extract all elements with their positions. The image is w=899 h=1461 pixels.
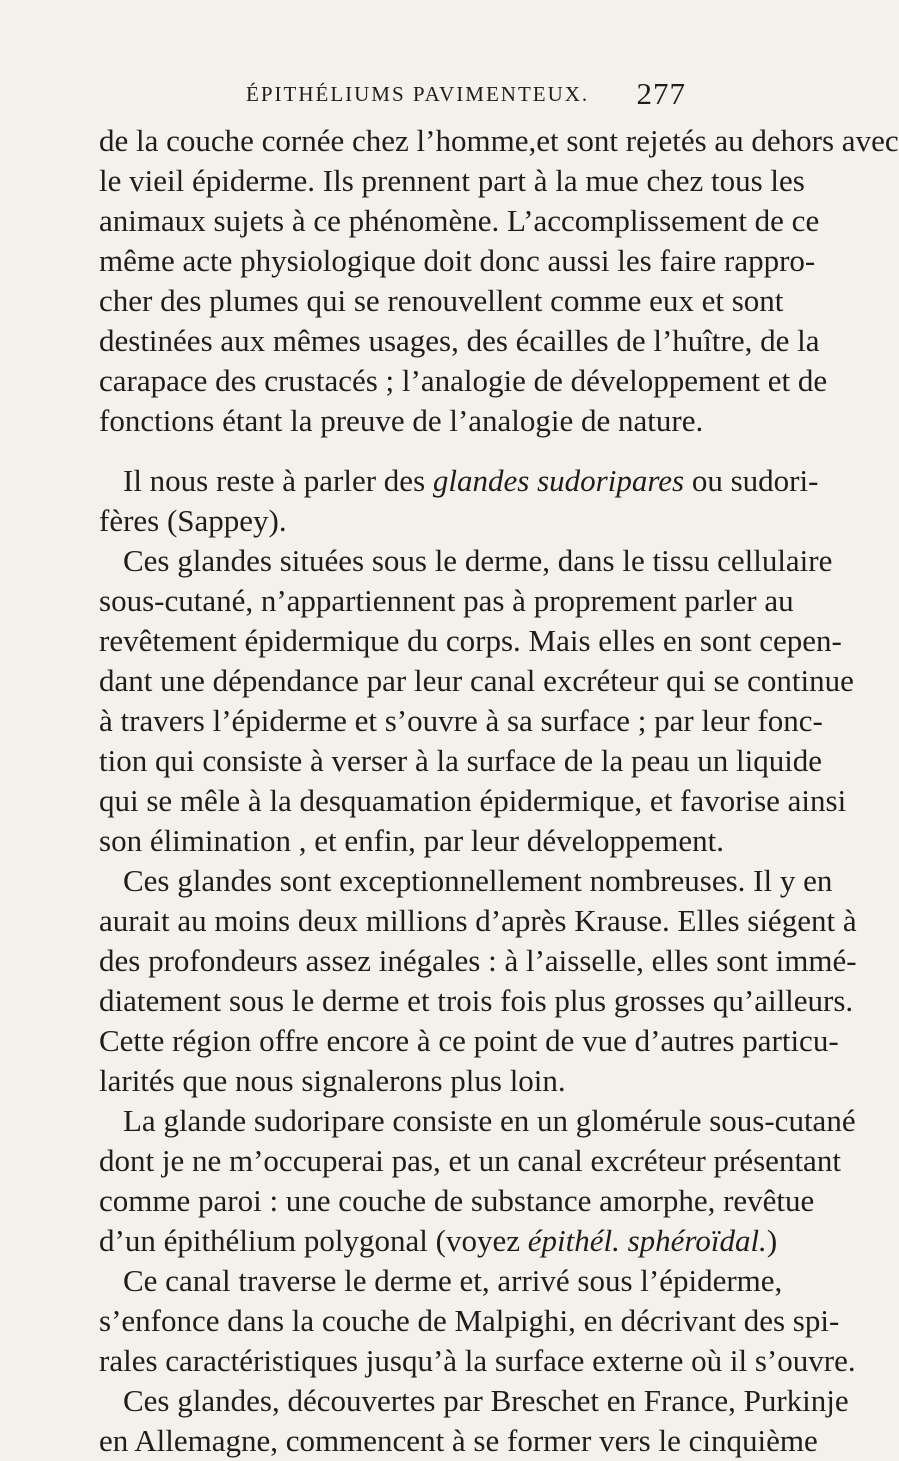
text-line: son élimination , et enfin, par leur développement. xyxy=(99,823,724,858)
text-line: cher des plumes qui se renouvellent comme eux et sont xyxy=(99,283,784,318)
text-line: sous-cutané, n’appartiennent pas à proprement parler au xyxy=(99,583,794,618)
text-line: rales caractéristiques jusqu’à la surface externe où il s’ouvre. xyxy=(99,1343,856,1378)
text-line: comme paroi : une couche de substance amorphe, revêtue xyxy=(99,1183,815,1218)
text-line: même acte physiologique doit donc aussi les faire rappro- xyxy=(99,243,816,278)
text-line: s’enfonce dans la couche de Malpighi, en décrivant des spi- xyxy=(99,1303,840,1338)
text-line: fères (Sappey). xyxy=(99,503,287,538)
text-line: animaux sujets à ce phénomène. L’accomplissement de ce xyxy=(99,203,820,238)
text-line: aurait au moins deux millions d’après Krause. Elles siégent à xyxy=(99,903,857,938)
text-line: fonctions étant la preuve de l’analogie de nature. xyxy=(99,403,704,438)
paragraph-1 xyxy=(99,121,899,441)
text-line: Ce canal traverse le derme et, arrivé sous l’épiderme, xyxy=(123,1263,783,1298)
italic-reference: épithél. sphéroïdal. xyxy=(527,1223,767,1258)
text-line: destinées aux mêmes usages, des écailles de l’huître, de la xyxy=(99,323,820,358)
text-line: tion qui consiste à verser à la surface de la peau un liquide xyxy=(99,743,823,778)
paragraph-6 xyxy=(99,1261,856,1381)
text-run: ) xyxy=(766,1223,778,1258)
text-line: Ces glandes situées sous le derme, dans le tissu cellulaire xyxy=(123,543,833,578)
text-line: de la couche cornée chez l’homme,et sont rejetés au dehors avec xyxy=(99,123,899,158)
text-line xyxy=(99,461,819,501)
running-head-title: ÉPITHÉLIUMS PAVIMENTEUX. xyxy=(246,82,590,106)
running-head xyxy=(246,76,686,116)
text-line: diatement sous le derme et trois fois plus grosses qu’ailleurs. xyxy=(99,983,854,1018)
text-line: dant une dépendance par leur canal excréteur qui se continue xyxy=(99,663,854,698)
text-line: en Allemagne, commencent à se former vers le cinquième xyxy=(99,1423,818,1458)
paragraph-5 xyxy=(99,1101,856,1261)
text-run: ou sudori- xyxy=(684,463,819,498)
text-line: qui se mêle à la desquamation épidermique, et favorise ainsi xyxy=(99,783,847,818)
text-line: Ces glandes, découvertes par Breschet en France, Purkinje xyxy=(123,1383,849,1418)
body-text xyxy=(99,121,899,1461)
text-line xyxy=(99,1221,778,1261)
text-line: dont je ne m’occuperai pas, et un canal excréteur présentant xyxy=(99,1143,841,1178)
text-line: revêtement épidermique du corps. Mais elles en sont cepen- xyxy=(99,623,842,658)
text-line: carapace des crustacés ; l’analogie de développement et de xyxy=(99,363,828,398)
text-line: des profondeurs assez inégales : à l’aisselle, elles sont immé- xyxy=(99,943,857,978)
text-line: La glande sudoripare consiste en un glomérule sous-cutané xyxy=(123,1103,856,1138)
text-line: à travers l’épiderme et s’ouvre à sa surface ; par leur fonc- xyxy=(99,703,823,738)
text-line: Ces glandes sont exceptionnellement nombreuses. Il y en xyxy=(123,863,833,898)
text-run: d’un épithélium polygonal (voyez xyxy=(99,1223,528,1258)
text-line: Cette région offre encore à ce point de vue d’autres particu- xyxy=(99,1023,839,1058)
text-line: larités que nous signalerons plus loin. xyxy=(99,1063,566,1098)
text-run: Il nous reste à parler des xyxy=(123,463,433,498)
paragraph-2 xyxy=(99,461,819,541)
paragraph-4 xyxy=(99,861,857,1101)
italic-term: glandes sudoripares xyxy=(432,463,685,498)
paragraph-3 xyxy=(99,541,854,861)
text-line: le vieil épiderme. Ils prennent part à la mue chez tous les xyxy=(99,163,805,198)
paragraph-7 xyxy=(99,1381,849,1461)
page-number: 277 xyxy=(636,76,686,111)
